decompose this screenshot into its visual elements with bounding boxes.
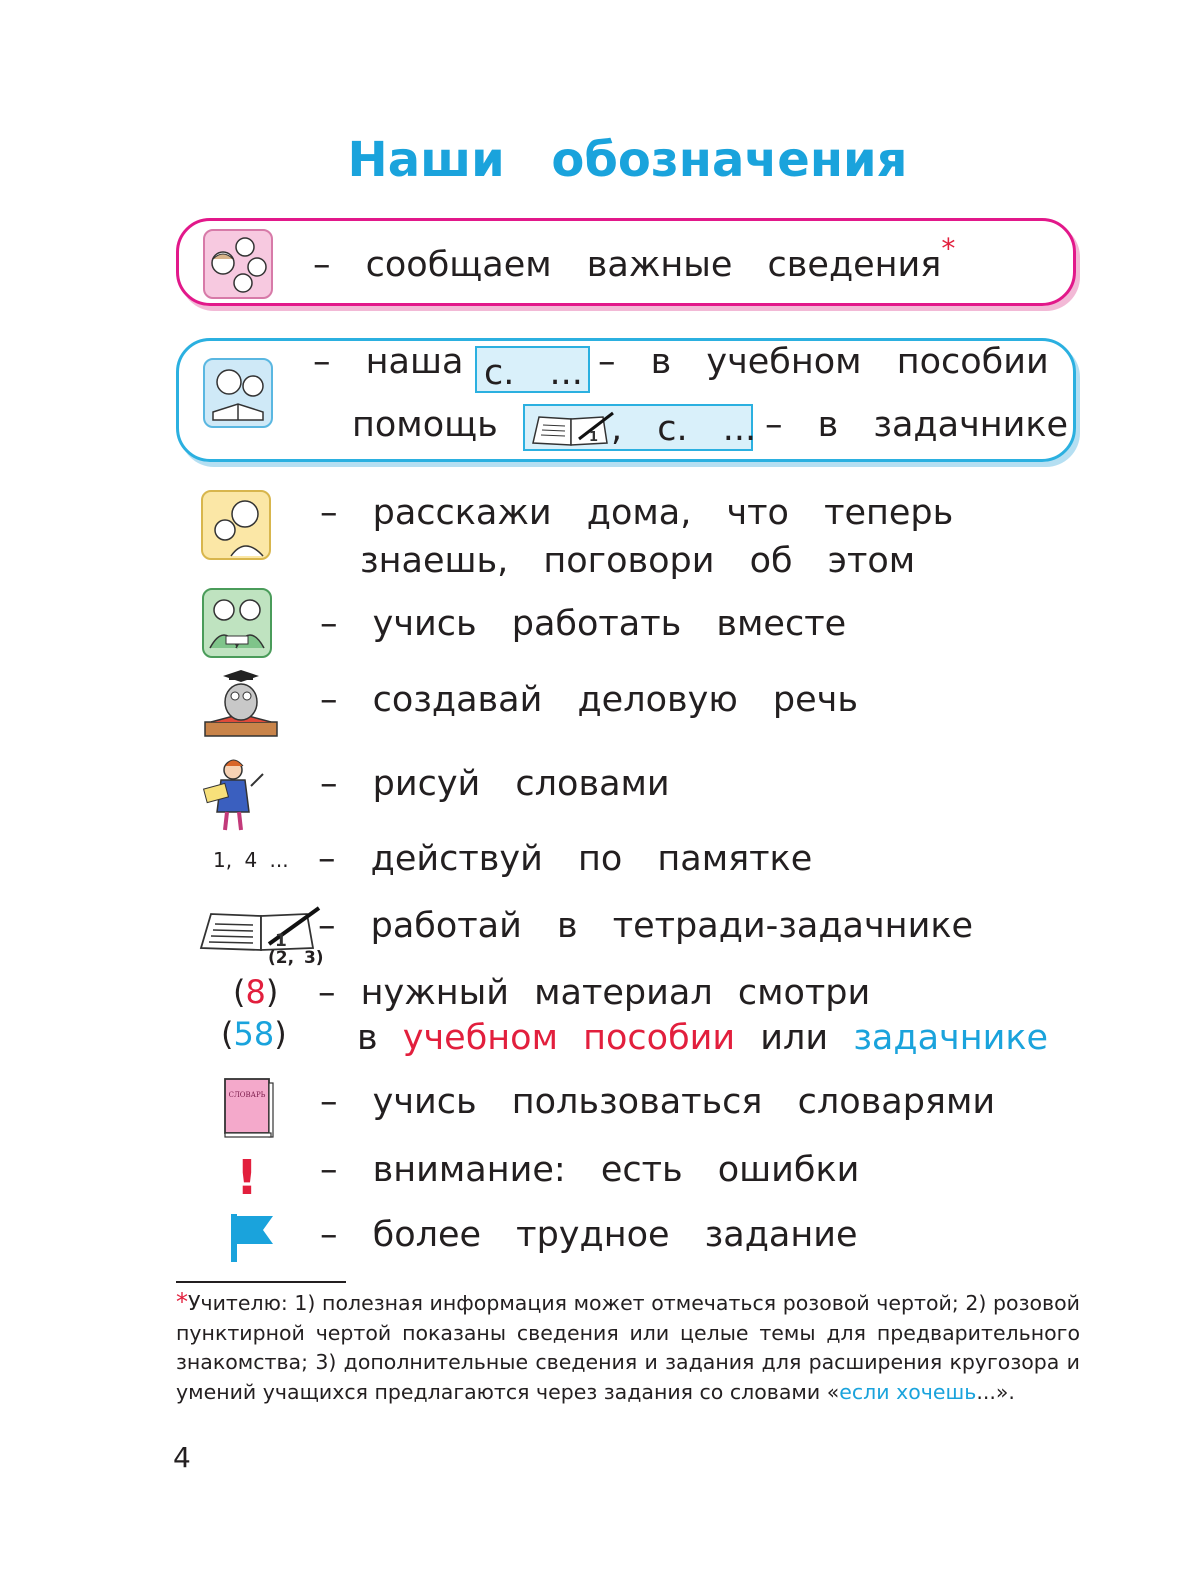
business-speech-text: – создавай деловую речь	[320, 680, 858, 720]
help-line-2b: – в задачнике	[765, 405, 1069, 445]
page-number: 4	[173, 1441, 191, 1474]
artist-girl-icon	[203, 756, 269, 834]
textbook-link-text: учебном пособии	[402, 1018, 736, 1058]
footnote: *Учителю: 1) полезная информация может отмечаться розовой чертой; 2) розовой пунктирной чертой показаны сведения или целые темы для предварительного знакомства; 3) дополнительные сведения и задания для расширения кругозора и умений учащихся предлагаются через задания со словами «если хочешь...».	[176, 1288, 1080, 1404]
textbook-page-marker: (8)	[233, 973, 279, 1011]
footnote-divider	[176, 1281, 346, 1283]
workbook-sub-numbers: (2, 3)	[268, 948, 324, 968]
workbook-link-text: задачнике	[853, 1018, 1048, 1058]
workbook-icon	[529, 409, 615, 449]
workbook-text: – работай в тетради-задачнике	[318, 906, 973, 946]
tell-home-line-2: знаешь, поговори об этом	[360, 541, 916, 581]
svg-text:СЛОВАРЬ: СЛОВАРЬ	[228, 1091, 266, 1099]
kids-together-icon	[202, 588, 272, 658]
help-line-2a: помощь	[352, 405, 498, 445]
dictionaries-text: – учись пользоваться словарями	[320, 1082, 996, 1122]
footnote-highlight: если хочешь	[839, 1379, 977, 1404]
svg-text:1: 1	[275, 931, 287, 951]
memo-marker: 1, 4 ...	[213, 848, 289, 872]
children-reading-icon	[203, 358, 273, 428]
dictionary-book-icon	[221, 1077, 275, 1139]
attention-text: – внимание: есть ошибки	[320, 1150, 860, 1190]
help-line-1b: – в учебном пособии	[598, 342, 1049, 382]
act-per-memo-text: – действуй по памятке	[318, 839, 813, 879]
work-together-text: – учись работать вместе	[320, 604, 847, 644]
important-info-text: – сообщаем важные сведения*	[313, 232, 956, 285]
material-line-1: – нужный материал смотри	[318, 973, 871, 1013]
svg-text:1: 1	[589, 430, 599, 445]
workbook-icon	[199, 904, 321, 954]
harder-task-text: – более трудное задание	[320, 1215, 858, 1255]
textbook-page-ref: с. ...	[475, 346, 590, 393]
footnote-mark: *	[941, 232, 956, 265]
material-line-2: в учебном пособии или задачнике	[357, 1018, 1048, 1058]
page-title: Наши обозначения	[347, 132, 908, 188]
draw-with-words-text: – рисуй словами	[320, 764, 670, 804]
tell-home-line-1: – расскажи дома, что теперь	[320, 493, 954, 533]
footnote-mark: *	[176, 1288, 188, 1316]
flag-icon	[229, 1212, 277, 1264]
help-line-1a: – наша	[313, 342, 464, 382]
exclamation-icon: !	[236, 1150, 258, 1206]
owl-scholar-icon	[201, 668, 281, 740]
workbook-page-marker: (58)	[221, 1015, 287, 1053]
parent-child-icon	[201, 490, 271, 560]
workbook-page-ref: 1 , с. ...	[523, 404, 753, 451]
children-faces-icon	[203, 229, 273, 299]
